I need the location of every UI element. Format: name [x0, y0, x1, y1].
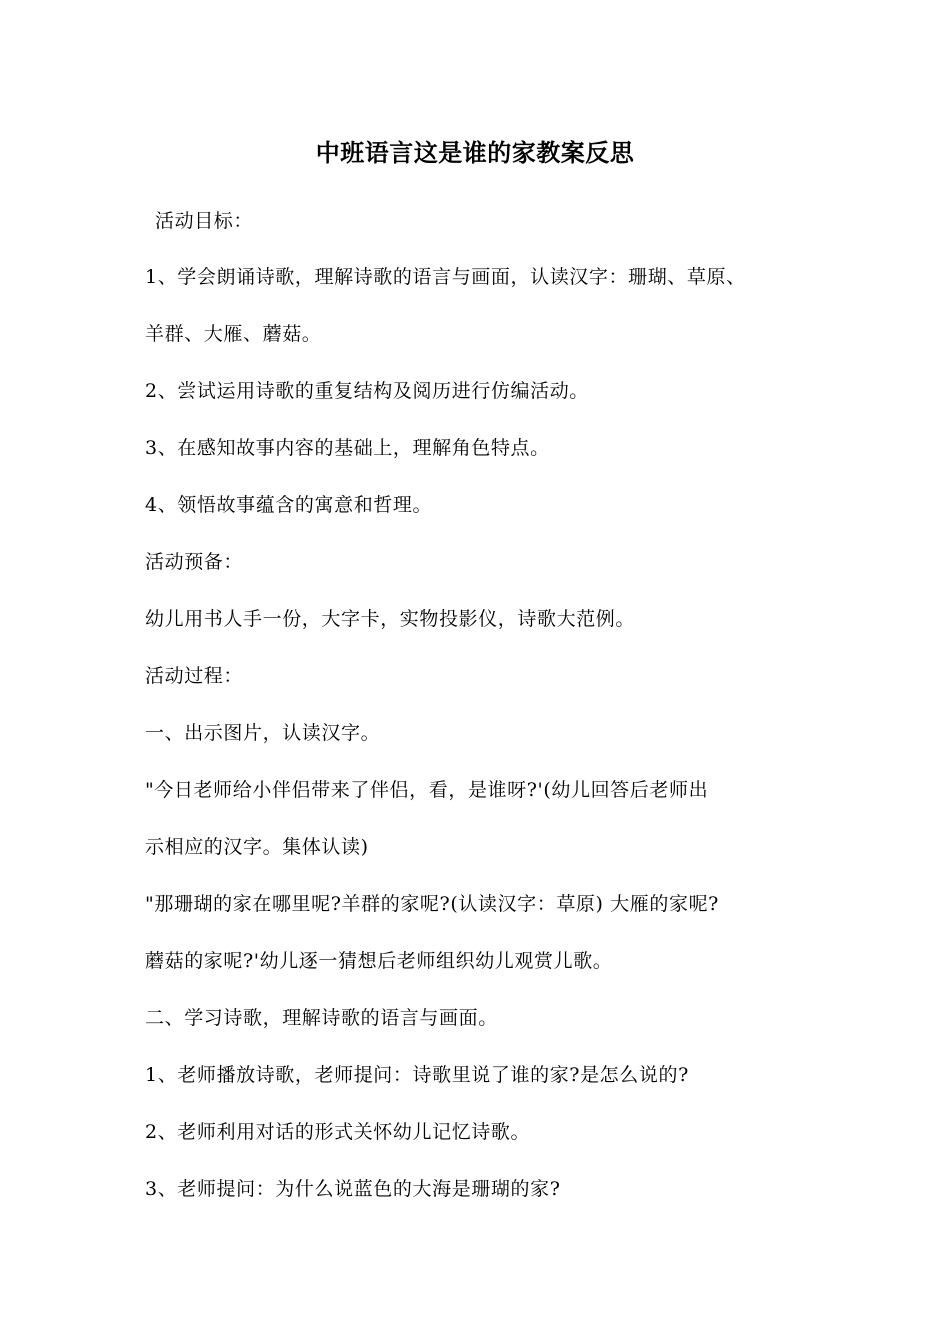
paragraph-line: 3、在感知故事内容的基础上，理解角色特点。	[145, 437, 550, 459]
paragraph-line: 3、老师提问：为什么说蓝色的大海是珊瑚的家?	[145, 1178, 561, 1200]
section-heading-preparation: 活动预备：	[145, 551, 244, 573]
section-heading-objectives: 活动目标：	[155, 210, 254, 232]
document-title: 中班语言这是谁的家教案反思	[315, 138, 635, 167]
paragraph-line: 示相应的汉字。集体认读)	[145, 836, 369, 858]
paragraph-line: 2、尝试运用诗歌的重复结构及阅历进行仿编活动。	[145, 380, 589, 402]
section-heading-process: 活动过程：	[145, 665, 244, 687]
paragraph-line: "今日老师给小伴侣带来了伴侣，看，是谁呀?'(幼儿回答后老师出	[145, 779, 709, 801]
paragraph-line: 羊群、大雁、蘑菇。	[145, 323, 322, 345]
paragraph-line: 4、领悟故事蕴含的寓意和哲理。	[145, 494, 433, 516]
paragraph-line: 二、学习诗歌，理解诗歌的语言与画面。	[145, 1007, 498, 1029]
paragraph-line: 幼儿用书人手一份，大字卡，实物投影仪，诗歌大范例。	[145, 608, 636, 630]
paragraph-line: 一、出示图片，认读汉字。	[145, 722, 381, 744]
paragraph-line: 2、老师利用对话的形式关怀幼儿记忆诗歌。	[145, 1121, 531, 1143]
paragraph-line: 蘑菇的家呢?'幼儿逐一猜想后老师组织幼儿观赏儿歌。	[145, 950, 613, 972]
paragraph-line: 1、学会朗诵诗歌，理解诗歌的语言与画面，认读汉字：珊瑚、草原、	[145, 266, 746, 288]
paragraph-line: 1、老师播放诗歌，老师提问：诗歌里说了谁的家?是怎么说的?	[145, 1064, 689, 1086]
paragraph-line: "那珊瑚的家在哪里呢?羊群的家呢?(认读汉字：草原) 大雁的家呢?	[145, 893, 719, 915]
